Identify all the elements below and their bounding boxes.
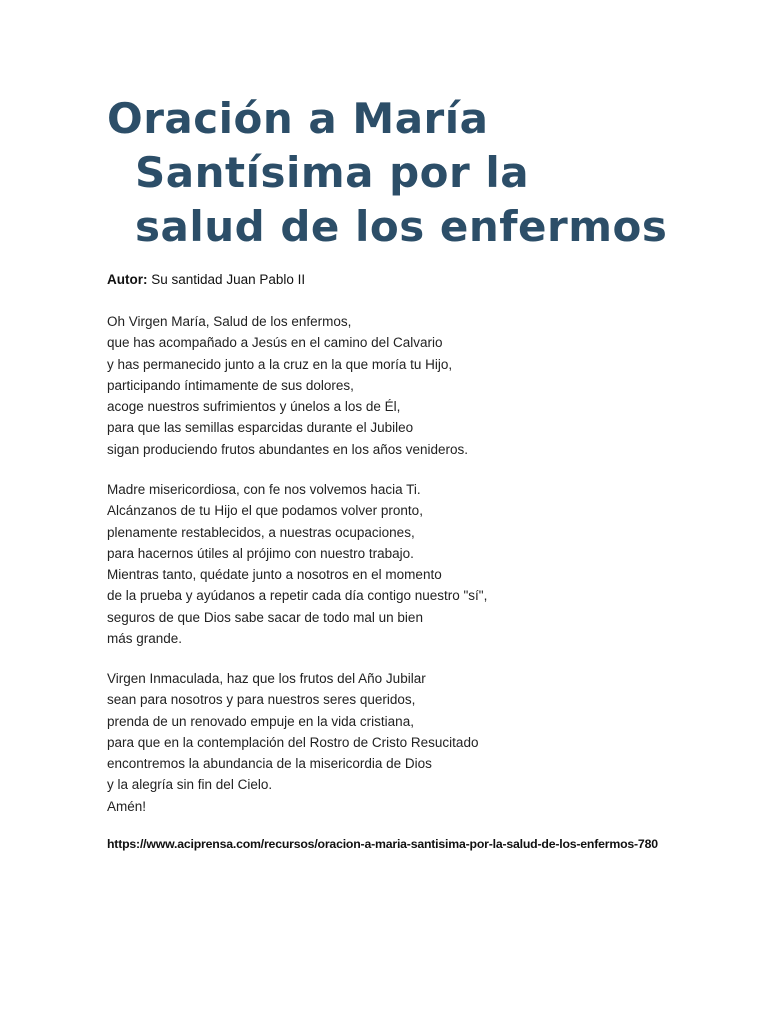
author-line xyxy=(107,270,305,290)
verse-line: Alcánzanos de tu Hijo el que podamos volver pronto, xyxy=(107,503,423,519)
verse-line: Oh Virgen María, Salud de los enfermos, xyxy=(107,314,352,329)
title-line-1: Oración a María xyxy=(107,94,489,143)
author-label: Autor: xyxy=(107,272,148,287)
verse-line: Virgen Inmaculada, haz que los frutos del Año Jubilar xyxy=(107,671,426,686)
page-title xyxy=(107,92,727,254)
verse-line: y la alegría sin fin del Cielo. xyxy=(107,777,273,793)
prayer-stanza-1 xyxy=(107,311,468,460)
verse-line: y has permanecido junto a la cruz en la que moría tu Hijo, xyxy=(107,356,453,372)
verse-line: acoge nuestros sufrimientos y únelos a los de Él, xyxy=(107,399,401,415)
verse-line: seguros de que Dios sabe sacar de todo mal un bien xyxy=(107,609,423,625)
verse-line: que has acompañado a Jesús en el camino del Calvario xyxy=(107,335,443,351)
verse-line: sean para nosotros y para nuestros seres queridos, xyxy=(107,692,416,708)
source-link[interactable]: https://www.aciprensa.com/recursos/oracion-a-maria-santisima-por-la-salud-de-los-enfermos-780 xyxy=(107,837,658,851)
verse-line: Madre misericordiosa, con fe nos volvemos hacia Ti. xyxy=(107,482,421,497)
title-line-3: salud de los enfermos xyxy=(135,202,668,251)
verse-line: participando íntimamente de sus dolores, xyxy=(107,377,354,393)
verse-line: prenda de un renovado empuje en la vida cristiana, xyxy=(107,713,414,729)
prayer-stanza-3 xyxy=(107,668,478,817)
author-name: Su santidad Juan Pablo II xyxy=(151,272,306,287)
verse-line: Mientras tanto, quédate junto a nosotros en el momento xyxy=(107,567,442,583)
verse-line: plenamente restablecidos, a nuestras ocupaciones, xyxy=(107,524,415,540)
verse-line: más grande. xyxy=(107,631,183,647)
verse-line: para que las semillas esparcidas durante el Jubileo xyxy=(107,420,414,436)
prayer-stanza-2 xyxy=(107,479,487,649)
verse-line: Amén! xyxy=(107,798,147,814)
verse-line: para hacernos útiles al prójimo con nuestro trabajo. xyxy=(107,545,414,561)
title-line-2: Santísima por la xyxy=(135,148,530,197)
verse-line: para que en la contemplación del Rostro de Cristo Resucitado xyxy=(107,734,479,750)
verse-line: encontremos la abundancia de la misericordia de Dios xyxy=(107,756,432,772)
verse-line: sigan produciendo frutos abundantes en los años venideros. xyxy=(107,441,468,457)
verse-line: de la prueba y ayúdanos a repetir cada día contigo nuestro "sí", xyxy=(107,588,488,604)
